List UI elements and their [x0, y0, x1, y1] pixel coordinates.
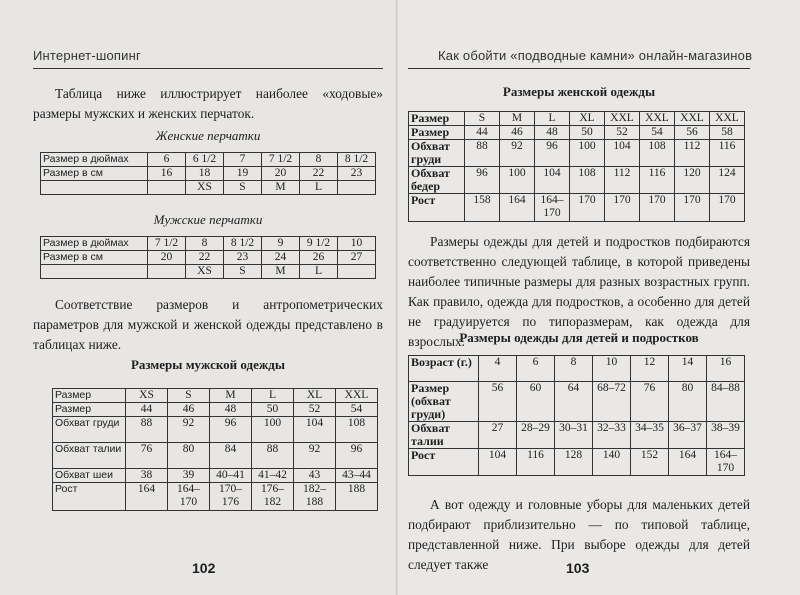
- row-label-cell: Размер: [409, 112, 465, 126]
- table-cell: 84–88: [707, 382, 745, 422]
- table-cell: 56: [479, 382, 517, 422]
- table-cell: 170: [570, 194, 605, 222]
- womens-gloves-table: [40, 152, 376, 195]
- row-label-cell: Размер (обхват груди): [409, 382, 479, 422]
- table-cell: M: [500, 112, 535, 126]
- womens-clothing-title: Размеры женской одежды: [502, 84, 656, 99]
- table-cell: 104: [605, 140, 640, 167]
- womens-gloves-title: Женские перчатки: [155, 128, 261, 143]
- table-row: [41, 167, 376, 181]
- table-cell: 27: [338, 251, 376, 265]
- table-cell: S: [465, 112, 500, 126]
- table-cell: 16: [148, 167, 186, 181]
- table-cell: 80: [168, 443, 210, 469]
- table-cell: 76: [631, 382, 669, 422]
- table-cell: 44: [465, 126, 500, 140]
- table-cell: 104: [535, 167, 570, 194]
- right-running-head: Как обойти «подводные камни» онлайн-магазинов: [438, 48, 753, 63]
- table-cell: 176–182: [252, 483, 294, 511]
- table-row: [409, 126, 745, 140]
- table-cell: 34–35: [631, 422, 669, 449]
- table-cell: 14: [669, 356, 707, 382]
- table-cell: 164–170: [168, 483, 210, 511]
- table-row: [409, 140, 745, 167]
- table-cell: 39: [168, 469, 210, 483]
- table-cell: 19: [224, 167, 262, 181]
- table-cell: S: [168, 389, 210, 403]
- table-cell: 38–39: [707, 422, 745, 449]
- table-cell: 54: [640, 126, 675, 140]
- row-label-cell: Рост: [53, 483, 126, 511]
- table-cell: M: [210, 389, 252, 403]
- table-cell: 52: [294, 403, 336, 417]
- table-cell: 41–42: [252, 469, 294, 483]
- table-row: [409, 194, 745, 222]
- table-cell: 140: [593, 449, 631, 476]
- row-label-cell: Рост: [409, 449, 479, 476]
- table-cell: 36–37: [669, 422, 707, 449]
- table-cell: 164: [126, 483, 168, 511]
- womens-clothing-table: [408, 111, 745, 222]
- table-cell: 40–41: [210, 469, 252, 483]
- right-header-rule: [408, 68, 750, 69]
- table-cell: L: [535, 112, 570, 126]
- table-row: [409, 449, 745, 476]
- row-label-cell: [41, 265, 148, 279]
- table-cell: XXL: [710, 112, 745, 126]
- mens-clothing-table: [52, 388, 378, 511]
- row-label-cell: Обхват шеи: [53, 469, 126, 483]
- row-label-cell: Обхват бедер: [409, 167, 465, 194]
- table-cell: 9 1/2: [300, 237, 338, 251]
- table-row: [409, 167, 745, 194]
- table-cell: 24: [262, 251, 300, 265]
- table-cell: 7: [224, 153, 262, 167]
- table-row: [409, 356, 745, 382]
- children-clothing-title: Размеры одежды для детей и подростков: [459, 330, 699, 345]
- table-cell: M: [262, 265, 300, 279]
- table-cell: 16: [707, 356, 745, 382]
- table-cell: 116: [710, 140, 745, 167]
- table-row: [409, 422, 745, 449]
- correspondence-paragraph: Соответствие размеров и антропометрических параметров для мужской и женской одежды представлено в таблицах ниже.: [33, 297, 383, 352]
- table-cell: 100: [252, 417, 294, 443]
- table-cell: 112: [605, 167, 640, 194]
- table-cell: 128: [555, 449, 593, 476]
- table-cell: 4: [479, 356, 517, 382]
- table-cell: 76: [126, 443, 168, 469]
- table-row: [41, 237, 376, 251]
- row-label-cell: Обхват талии: [409, 422, 479, 449]
- table-cell: 6: [517, 356, 555, 382]
- table-cell: XXL: [336, 389, 378, 403]
- table-cell: 52: [605, 126, 640, 140]
- left-page-number: 102: [192, 560, 216, 576]
- table-cell: [148, 181, 186, 195]
- left-running-head: Интернет-шопинг: [33, 48, 141, 63]
- table-cell: 96: [465, 167, 500, 194]
- table-cell: 26: [300, 251, 338, 265]
- table-cell: M: [262, 181, 300, 195]
- table-cell: 7 1/2: [262, 153, 300, 167]
- table-row: [409, 382, 745, 422]
- row-label-cell: Размер в см: [41, 251, 148, 265]
- table-cell: 54: [336, 403, 378, 417]
- table-row: [53, 403, 378, 417]
- table-cell: 8: [555, 356, 593, 382]
- table-cell: S: [224, 265, 262, 279]
- table-cell: 164–170: [707, 449, 745, 476]
- table-cell: 9: [262, 237, 300, 251]
- table-cell: [338, 265, 376, 279]
- table-cell: 27: [479, 422, 517, 449]
- bottom-paragraph: А вот одежду и головные уборы для маленьких детей подбирают приблизительно — по типовой таблице, представленной ниже. При выборе одежды для детей следует также: [408, 497, 750, 572]
- table-cell: 158: [465, 194, 500, 222]
- table-cell: 96: [535, 140, 570, 167]
- table-cell: 164–170: [535, 194, 570, 222]
- table-cell: 108: [336, 417, 378, 443]
- table-cell: 50: [570, 126, 605, 140]
- table-cell: 32–33: [593, 422, 631, 449]
- table-cell: 152: [631, 449, 669, 476]
- table-cell: 8 1/2: [338, 153, 376, 167]
- table-cell: 116: [640, 167, 675, 194]
- table-cell: 120: [675, 167, 710, 194]
- row-label-cell: Размер: [53, 389, 126, 403]
- table-cell: 170–176: [210, 483, 252, 511]
- table-cell: XL: [570, 112, 605, 126]
- table-cell: S: [224, 181, 262, 195]
- table-cell: XXL: [605, 112, 640, 126]
- table-cell: 28–29: [517, 422, 555, 449]
- table-cell: 124: [710, 167, 745, 194]
- table-cell: 108: [640, 140, 675, 167]
- children-clothing-table: [408, 355, 745, 476]
- table-cell: 22: [186, 251, 224, 265]
- table-cell: 100: [500, 167, 535, 194]
- left-page: [0, 0, 398, 595]
- table-row: [41, 265, 376, 279]
- table-cell: XXL: [640, 112, 675, 126]
- mens-gloves-table: [40, 236, 376, 279]
- table-cell: L: [300, 181, 338, 195]
- table-cell: 10: [338, 237, 376, 251]
- table-cell: 92: [500, 140, 535, 167]
- table-cell: 7 1/2: [148, 237, 186, 251]
- table-cell: 170: [675, 194, 710, 222]
- right-page: [400, 0, 800, 595]
- table-cell: 68–72: [593, 382, 631, 422]
- row-label-cell: Обхват талии: [53, 443, 126, 469]
- table-row: [409, 112, 745, 126]
- table-cell: 44: [126, 403, 168, 417]
- table-cell: 170: [640, 194, 675, 222]
- row-label-cell: Размер в дюймах: [41, 153, 148, 167]
- table-cell: 23: [224, 251, 262, 265]
- table-cell: 46: [168, 403, 210, 417]
- table-cell: 12: [631, 356, 669, 382]
- table-cell: 88: [465, 140, 500, 167]
- table-cell: 43: [294, 469, 336, 483]
- table-row: [53, 469, 378, 483]
- table-cell: 23: [338, 167, 376, 181]
- table-cell: 84: [210, 443, 252, 469]
- table-cell: 108: [570, 167, 605, 194]
- table-cell: 88: [252, 443, 294, 469]
- mens-clothing-title: Размеры мужской одежды: [130, 357, 286, 372]
- table-cell: 6 1/2: [186, 153, 224, 167]
- table-cell: 46: [500, 126, 535, 140]
- right-page-number: 103: [566, 560, 590, 576]
- table-cell: 8 1/2: [224, 237, 262, 251]
- table-cell: 170: [605, 194, 640, 222]
- table-cell: 6: [148, 153, 186, 167]
- table-cell: 8: [186, 237, 224, 251]
- table-cell: 80: [669, 382, 707, 422]
- table-cell: 20: [262, 167, 300, 181]
- row-label-cell: [41, 181, 148, 195]
- table-row: [53, 443, 378, 469]
- table-cell: 96: [210, 417, 252, 443]
- row-label-cell: Обхват груди: [409, 140, 465, 167]
- row-label-cell: Обхват груди: [53, 417, 126, 443]
- table-cell: 170: [710, 194, 745, 222]
- table-row: [41, 181, 376, 195]
- table-row: [53, 389, 378, 403]
- table-row: [41, 153, 376, 167]
- table-cell: 56: [675, 126, 710, 140]
- table-cell: XL: [294, 389, 336, 403]
- table-cell: XS: [186, 265, 224, 279]
- table-cell: 182–188: [294, 483, 336, 511]
- table-cell: 88: [126, 417, 168, 443]
- left-header-rule: [33, 68, 383, 69]
- table-cell: 30–31: [555, 422, 593, 449]
- table-cell: 10: [593, 356, 631, 382]
- table-cell: 188: [336, 483, 378, 511]
- children-paragraph: Размеры одежды для детей и подростков подбираются соответственно следующей таблице, в которой приведены наиболее типичные размеры для разных возрастных групп. Как правило, одежда для подростков, а особенно для детей не градуируется по типоразмерам, как одежда для взрослых.: [408, 234, 750, 349]
- table-cell: 20: [148, 251, 186, 265]
- row-label-cell: Размер в дюймах: [41, 237, 148, 251]
- row-label-cell: Размер: [409, 126, 465, 140]
- table-cell: 22: [300, 167, 338, 181]
- intro-paragraph: Таблица ниже иллюстрирует наиболее «ходовые» размеры мужских и женских перчаток.: [33, 86, 383, 121]
- table-cell: [148, 265, 186, 279]
- table-cell: 92: [168, 417, 210, 443]
- table-cell: L: [300, 265, 338, 279]
- table-cell: 48: [210, 403, 252, 417]
- table-cell: [338, 181, 376, 195]
- table-cell: XS: [186, 181, 224, 195]
- table-row: [53, 417, 378, 443]
- table-cell: 164: [669, 449, 707, 476]
- table-cell: 64: [555, 382, 593, 422]
- table-cell: 104: [294, 417, 336, 443]
- table-cell: XXL: [675, 112, 710, 126]
- table-cell: 8: [300, 153, 338, 167]
- table-row: [41, 251, 376, 265]
- table-cell: 104: [479, 449, 517, 476]
- table-cell: 58: [710, 126, 745, 140]
- table-cell: 116: [517, 449, 555, 476]
- table-cell: 60: [517, 382, 555, 422]
- table-cell: XS: [126, 389, 168, 403]
- table-cell: 48: [535, 126, 570, 140]
- table-cell: 96: [336, 443, 378, 469]
- table-row: [53, 483, 378, 511]
- table-cell: 164: [500, 194, 535, 222]
- table-cell: 18: [186, 167, 224, 181]
- table-cell: 92: [294, 443, 336, 469]
- row-label-cell: Рост: [409, 194, 465, 222]
- row-label-cell: Возраст (г.): [409, 356, 479, 382]
- table-cell: 38: [126, 469, 168, 483]
- mens-gloves-title: Мужские перчатки: [153, 212, 263, 227]
- table-cell: 112: [675, 140, 710, 167]
- table-cell: 43–44: [336, 469, 378, 483]
- table-cell: L: [252, 389, 294, 403]
- table-cell: 100: [570, 140, 605, 167]
- row-label-cell: Размер: [53, 403, 126, 417]
- table-cell: 50: [252, 403, 294, 417]
- row-label-cell: Размер в см: [41, 167, 148, 181]
